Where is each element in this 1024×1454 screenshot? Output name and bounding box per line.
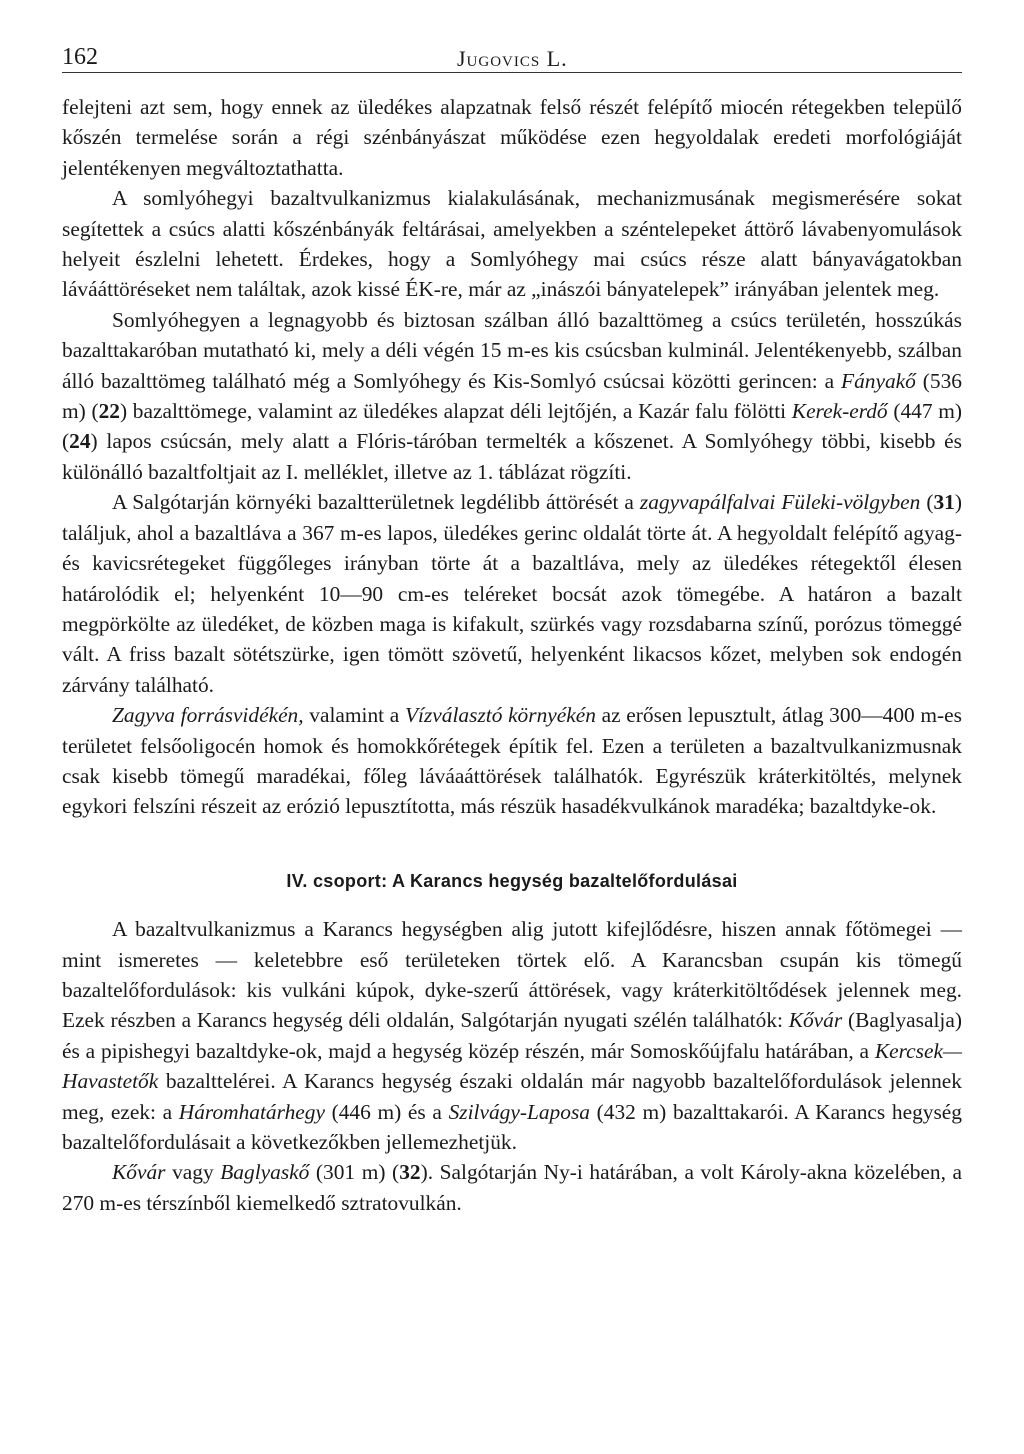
paragraph	[62, 183, 962, 305]
text-run: ) találjuk, ahol a bazaltláva a 367 m-es lapos, üledékes gerinc oldalát törte át. A hegyoldalt felépítő agyag- és kavicsrétegeket függőleges irányban törte át a bazaltláva, mely az üledékes rétegektől élesen határolódik el; helyenként 10—90 cm-es teléreket bocsát azok tömegébe. A határon a bazalt megpörkölte az üledéket, de közben maga is kifakult, szürkés vagy rozsdabarna színű, porózus tömeggé vált. A friss bazalt sötétszürke, igen tömött szövetű, helyenként likacsos kőzet, melyben sok endogén zárvány található.	[62, 490, 962, 697]
paragraph	[62, 1157, 962, 1218]
text-run: ) lapos csúcsán, mely alatt a Flóris-táróban termelték a kőszenet. A Somlyóhegy többi, kisebb és különálló bazaltfoltjait az I. melléklet, illetve az 1. táblázat rögzíti.	[62, 429, 962, 484]
text-run: ). Salgótarján Ny-i határában, a volt Károly-akna közelében, a 270 m-es térszínből kiemelkedő sztratovulkán.	[62, 1160, 963, 1215]
text-run: felejteni azt sem, hogy ennek az üledékes alapzatnak felső részét felépítő miocén rétegekben települő kőszén termelése során a régi szénbányászat működése ezen hegyoldalak eredeti morfológiáját jelentékenyen megváltoztathatta.	[62, 95, 962, 180]
text-run: (Baglyasalja) és a pipishegyi bazaltdyke-ok, majd a hegység közép részén, már Somoskőújfalu határában, a	[62, 1008, 962, 1063]
locality-number: 22	[98, 399, 120, 424]
locality-number: 24	[69, 429, 91, 454]
text-run: (432 m) bazalttakarói. A Karancs hegység bazaltelőfordulásait a következőkben jellemezhetjük.	[62, 1099, 962, 1154]
italic-term: Fányakő	[841, 368, 916, 393]
text-run: A bazaltvulkanizmus a Karancs hegységben alig jutott kifejlődésre, hiszen annak főtömegei — mint ismeretes — keletebbre eső területeken törtek elő. A Karancsban csupán kis tömegű bazaltelőfordulások: kis vulkáni kúpok, dyke-szerű áttörések, vagy kráterkitöltődések jelennek meg. Ezek részben a Karancs hegység déli oldalán, Salgótarján nyugati szélén találhatók:	[62, 917, 962, 1033]
text-run: (	[920, 490, 934, 515]
header-rule	[62, 72, 962, 73]
text-run: IV. csoport: A Karancs hegység bazaltelőfordulásai	[286, 870, 738, 891]
italic-term: Háromhatárhegy	[178, 1099, 325, 1124]
italic-term: Szilvágy-Laposa	[448, 1099, 590, 1124]
text-run: A Salgótarján környéki bazaltterületnek legdélibb áttörését a	[112, 490, 640, 515]
locality-number: 31	[933, 490, 955, 515]
paragraph	[62, 92, 962, 183]
italic-term: Kővár	[112, 1160, 166, 1185]
text-run: valamint a	[303, 703, 405, 728]
text-run: (447 m) (	[62, 399, 962, 454]
text-run: (536 m) (	[62, 368, 962, 424]
article-body	[62, 92, 962, 1218]
paragraph	[62, 914, 962, 1157]
paragraph	[62, 700, 962, 822]
locality-number: 32	[399, 1160, 421, 1185]
page-number: 162	[62, 44, 98, 70]
italic-term: Kerek-erdő	[791, 399, 888, 424]
text-run: vagy	[165, 1160, 221, 1185]
paragraph	[62, 487, 962, 700]
italic-term: Baglyaskő	[220, 1160, 310, 1185]
text-run: (446 m) és a	[324, 1099, 449, 1124]
page-header	[62, 36, 962, 76]
text-run: (301 m) (	[309, 1160, 400, 1185]
italic-term: Kercsek—Havastetők	[62, 1038, 962, 1094]
text-run: bazalttelérei. A Karancs hegység északi oldalán már nagyobb bazaltelőfordulások jelennek meg, ezek: a	[62, 1069, 962, 1124]
italic-term: zagyvapálfalvai Füleki-völgyben	[639, 490, 921, 515]
running-head: Jugovics L.	[457, 46, 568, 71]
section-heading	[62, 866, 962, 896]
italic-term: Zagyva forrásvidékén,	[112, 703, 304, 728]
text-run: ) bazalttömege, valamint az üledékes alapzat déli lejtőjén, a Kazár falu fölötti	[119, 399, 792, 424]
italic-term: Vízválasztó környékén	[404, 703, 596, 728]
text-run: Somlyóhegyen a legnagyobb és biztosan szálban álló bazalttömeg a csúcs területén, hosszúkás bazalttakaróban mutatható ki, mely a déli végén 15 m-es kis csúcsban kulminál. Jelentékenyebb, szálban álló bazalttömeg található még a Somlyóhegy és Kis-Somlyó csúcsai közötti gerincen: a	[62, 307, 962, 393]
text-run: A somlyóhegyi bazaltvulkanizmus kialakulásának, mechanizmusának megismerésére sokat segítettek a csúcs alatti kőszénbányák feltárásai, amelyekben a széntelepeket áttörő lávabenyomulások helyeit észlelni lehetett. Érdekes, hogy a Somlyóhegy mai csúcs része alatt bányavágatokban lávááttöréseket nem találtak, azok kissé ÉK-re, már az „inászói bányatelepek” irányában jelentek meg.	[62, 186, 962, 302]
italic-term: Kővár	[788, 1008, 843, 1033]
text-run: az erősen lepusztult, átlag 300—400 m-es területet felsőoligocén homok és homokkőrétegek építik fel. Ezen a területen a bazaltvulkanizmusnak csak kisebb tömegű maradékai, főleg láváaáttörések találhatók. Egyrészük kráterkitöltés, melynek egykori felszíni részeit az erózió lepusztította, más részük hasadékvulkánok maradéka; bazaltdyke-ok.	[62, 703, 962, 819]
paragraph	[62, 305, 962, 487]
